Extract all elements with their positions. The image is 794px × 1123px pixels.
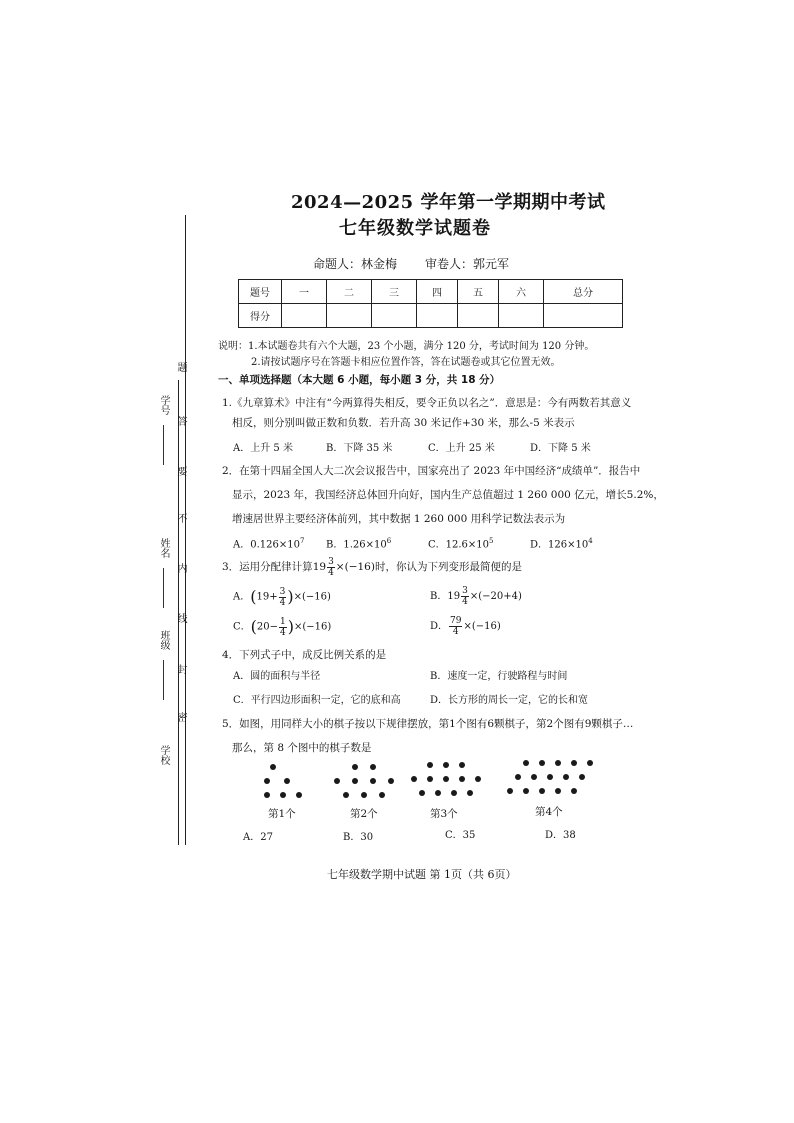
q2-stem-line2: 显示，2023 年，我国经济总体回升向好，国内生产总值超过 1 260 000 亿元，增长5.2%， — [232, 489, 664, 501]
chess-stone — [435, 790, 441, 796]
chess-stone — [388, 778, 394, 784]
q3-option-a: A．(19+ $\frac{3}{4}$ )×(−16) — [233, 586, 331, 608]
score-col-5: 五 — [458, 280, 499, 304]
q2-option-d: D．$126\times 10^4$ — [530, 537, 593, 551]
q4-option-a: A．圆的面积与半径 — [233, 671, 321, 682]
score-col-6: 六 — [499, 280, 544, 304]
chess-stone — [361, 792, 367, 798]
chess-stone — [370, 764, 376, 770]
total-score-cell[interactable] — [544, 304, 623, 328]
author-name: 林金梅 — [361, 257, 398, 271]
q1-stem-line2: 相反，则分别叫做正数和负数．若升高 30 米记作+30 米，那么-5 米表示 — [232, 417, 575, 429]
score-table — [238, 279, 623, 328]
chess-stone — [475, 776, 481, 782]
q3-stem: 3．运用分配律计算19 $\frac{3}{4}$ ×(−16)时，你认为下列变形最简便的是 — [222, 556, 522, 578]
score-cell[interactable] — [327, 304, 372, 328]
instructions-label: 说明： — [218, 341, 248, 352]
margin-char: 封 — [175, 664, 186, 674]
question-number-label: 题号 — [239, 280, 282, 304]
reviewer-name: 郭元军 — [473, 257, 510, 271]
margin-char: 题 — [175, 362, 186, 372]
chess-stone — [539, 788, 545, 794]
score-col-4: 四 — [417, 280, 458, 304]
score-cell[interactable] — [282, 304, 327, 328]
field-class-line — [163, 660, 164, 700]
chess-stone — [352, 778, 358, 784]
q5-option-d: D．38 — [545, 830, 576, 841]
q4-option-d: D．长方形的周长一定，它的长和宽 — [430, 695, 589, 706]
q1-option-b: B．下降 35 米 — [326, 443, 393, 454]
margin-char: 密 — [175, 712, 186, 722]
field-school-label: 学校 — [158, 745, 169, 765]
chess-stone — [270, 764, 276, 770]
q3-option-c: C．(20− $\frac{1}{4}$ )×(−16) — [233, 616, 332, 638]
q5-option-a: A．27 — [243, 832, 273, 843]
score-col-2: 二 — [327, 280, 372, 304]
chess-stone — [284, 778, 290, 784]
q3-option-b: B．19 $\frac{3}{4}$ ×(−20+4) — [430, 586, 522, 607]
chess-stone — [280, 792, 286, 798]
q2-option-b: B．$1.26\times 10^6$ — [326, 537, 392, 551]
score-cell[interactable] — [417, 304, 458, 328]
chess-stone — [539, 760, 545, 766]
score-table-header-row — [239, 280, 623, 304]
chess-stone — [571, 788, 577, 794]
chess-stone — [352, 764, 358, 770]
q2-option-a: A．$0.126\times 10^7$ — [233, 537, 305, 551]
chess-stone — [587, 760, 593, 766]
author-line — [313, 257, 509, 271]
chess-stone — [379, 792, 385, 798]
chess-stone — [563, 774, 569, 780]
field-class-label: 班级 — [158, 630, 169, 650]
field-student-id-label: 学号 — [158, 395, 169, 415]
score-col-1: 一 — [282, 280, 327, 304]
chess-stone — [264, 792, 270, 798]
exam-subtitle: 七年级数学试题卷 — [339, 218, 491, 239]
chess-stone — [419, 790, 425, 796]
figure-label-4: 第4个 — [535, 806, 563, 818]
score-col-3: 三 — [372, 280, 417, 304]
binding-line-outer — [185, 215, 186, 845]
margin-char: 不 — [175, 513, 186, 523]
chess-stone — [547, 774, 553, 780]
chess-stone — [467, 790, 473, 796]
figure-label-2: 第2个 — [350, 808, 378, 820]
score-cell[interactable] — [372, 304, 417, 328]
chess-stone — [531, 774, 537, 780]
q1-option-c: C．上升 25 米 — [428, 443, 495, 454]
chess-stone — [264, 778, 270, 784]
chess-stone — [443, 776, 449, 782]
q1-stem-line1: 1.《九章算术》中注有“今两算得失相反，要令正负以名之”．意思是：今有两数若其意义 — [222, 397, 632, 409]
author-label: 命题人： — [313, 257, 362, 271]
chess-stone — [451, 790, 457, 796]
figure-label-3: 第3个 — [430, 808, 458, 820]
score-label: 得分 — [239, 304, 282, 328]
chess-stone — [523, 760, 529, 766]
chess-stone — [515, 774, 521, 780]
chess-stone — [571, 760, 577, 766]
q4-option-b: B．速度一定，行驶路程与时间 — [430, 671, 568, 682]
chess-stone — [334, 778, 340, 784]
chess-stone — [555, 760, 561, 766]
figure-label-1: 第1个 — [268, 808, 296, 820]
margin-char: 答 — [175, 416, 186, 426]
score-cell[interactable] — [458, 304, 499, 328]
instructions-line1: 说明：1.本试题卷共有六个大题，23 个小题，满分 120 分，考试时间为 120 分钟。 — [218, 341, 595, 352]
field-name-label: 姓名 — [158, 538, 169, 558]
chess-stone — [427, 776, 433, 782]
score-table-score-row — [239, 304, 623, 328]
total-label: 总分 — [544, 280, 623, 304]
chess-stone — [555, 788, 561, 794]
q2-stem-line3: 增速居世界主要经济体前列，其中数据 1 260 000 用科学记数法表示为 — [232, 513, 566, 525]
q5-option-c: C．35 — [445, 830, 476, 841]
q4-option-c: C．平行四边形面积一定，它的底和高 — [233, 695, 401, 706]
page-footer: 七年级数学期中试题 第 1页（共 6页） — [327, 868, 517, 881]
chess-stone — [579, 774, 585, 780]
q5-stem-line2: 那么，第 8 个图中的棋子数是 — [232, 742, 372, 754]
field-student-id-line — [163, 425, 164, 465]
q2-option-c: C．$12.6\times 10^5$ — [428, 537, 494, 551]
field-name-line — [163, 568, 164, 608]
q3-option-d: D． $\frac{79}{4}$ ×(−16) — [430, 616, 501, 637]
margin-char: 线 — [175, 613, 186, 623]
q1-option-a: A．上升 5 米 — [233, 443, 293, 454]
chess-stone — [443, 762, 449, 768]
reviewer-label: 审卷人： — [425, 257, 474, 271]
chess-stone — [507, 788, 513, 794]
q2-stem-line1: 2．在第十四届全国人大二次会议报告中，国家亮出了 2023 年中国经济“成绩单”．报告中 — [222, 465, 641, 477]
chess-stone — [411, 776, 417, 782]
exam-title: 2024—2025 学年第一学期期中考试 — [291, 192, 606, 213]
margin-char: 要 — [175, 466, 186, 476]
chess-stone — [296, 792, 302, 798]
chess-stone — [370, 778, 376, 784]
chess-stone — [343, 792, 349, 798]
score-cell[interactable] — [499, 304, 544, 328]
q5-option-b: B．30 — [343, 832, 374, 843]
chess-stone — [427, 762, 433, 768]
chess-stone — [523, 788, 529, 794]
section-title: 一、单项选择题（本大题 6 小题，每小题 3 分，共 18 分） — [218, 374, 501, 386]
chess-stone — [459, 762, 465, 768]
chess-stone — [459, 776, 465, 782]
margin-char: 内 — [175, 563, 186, 573]
q1-option-d: D．下降 5 米 — [530, 443, 591, 454]
q5-stem-line1: 5．如图，用同样大小的棋子按以下规律摆放，第1个图有6颗棋子，第2个图有9颗棋子… — [222, 718, 634, 730]
instructions-line2: 2.请按试题序号在答题卡相应位置作答，答在试题卷或其它位置无效。 — [251, 357, 561, 368]
q4-stem: 4．下列式子中，成反比例关系的是 — [222, 649, 387, 661]
